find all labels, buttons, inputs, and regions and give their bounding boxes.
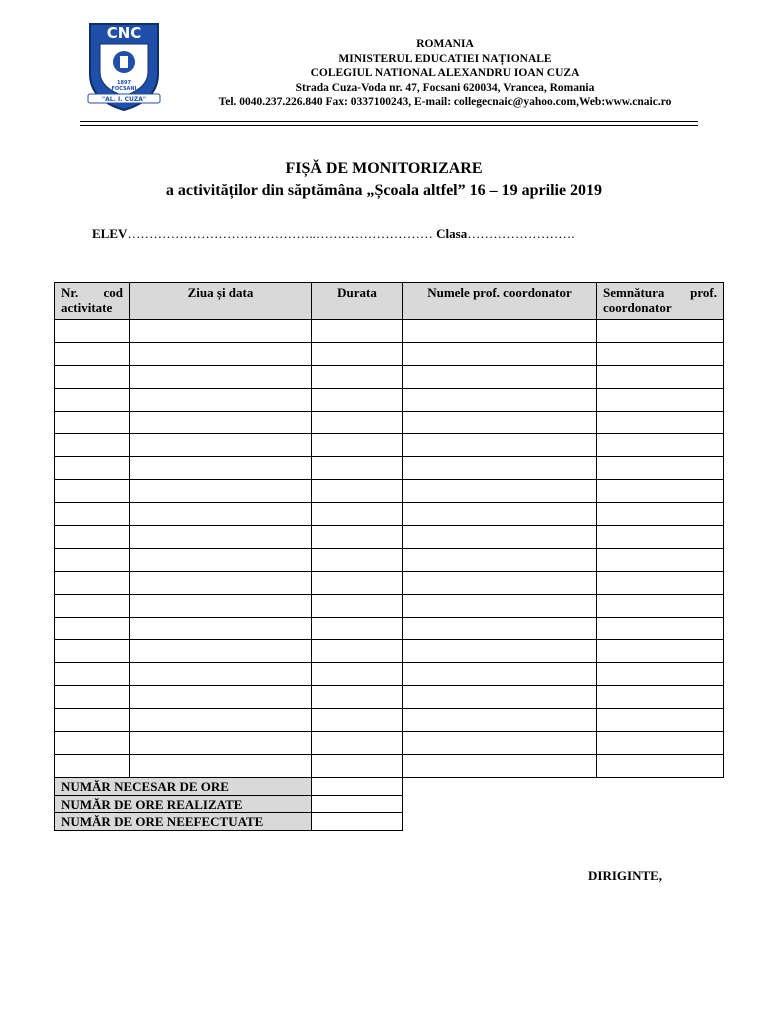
header-coordinator-signature: Semnătura prof. coordonator (597, 283, 724, 320)
table-cell[interactable] (312, 709, 403, 732)
table-cell[interactable] (55, 732, 130, 755)
table-cell[interactable] (55, 342, 130, 365)
table-cell[interactable] (403, 709, 597, 732)
table-cell[interactable] (130, 617, 312, 640)
table-row (55, 411, 724, 434)
table-cell[interactable] (130, 732, 312, 755)
table-cell[interactable] (597, 571, 724, 594)
header-day-date: Ziua și data (130, 283, 312, 320)
table-cell[interactable] (403, 754, 597, 777)
table-row (55, 795, 403, 813)
table-cell[interactable] (55, 388, 130, 411)
table-cell[interactable] (597, 342, 724, 365)
table-cell[interactable] (130, 526, 312, 549)
student-line (92, 226, 574, 242)
table-cell[interactable] (130, 365, 312, 388)
table-row (55, 663, 724, 686)
summary-required-hours-value[interactable] (312, 778, 403, 796)
table-cell[interactable] (403, 594, 597, 617)
table-cell[interactable] (597, 411, 724, 434)
table-cell[interactable] (130, 640, 312, 663)
table-cell[interactable] (130, 663, 312, 686)
table-cell[interactable] (130, 342, 312, 365)
clasa-label: Clasa (436, 226, 468, 241)
document-subtitle: a activităților din săptămâna „Școala altfel” 16 – 19 aprilie 2019 (165, 182, 603, 199)
table-cell[interactable] (312, 388, 403, 411)
table-cell[interactable] (403, 686, 597, 709)
table-cell[interactable] (312, 686, 403, 709)
table-cell[interactable] (312, 480, 403, 503)
table-row (55, 617, 724, 640)
table-row (55, 548, 724, 571)
table-row (55, 503, 724, 526)
table-cell[interactable] (312, 640, 403, 663)
table-cell[interactable] (403, 434, 597, 457)
table-cell[interactable] (597, 503, 724, 526)
table-cell[interactable] (597, 686, 724, 709)
table-cell[interactable] (403, 571, 597, 594)
table-row (55, 640, 724, 663)
table-cell[interactable] (55, 457, 130, 480)
table-row (55, 813, 403, 831)
table-cell[interactable] (130, 457, 312, 480)
school-crest-logo (86, 20, 162, 112)
table-cell[interactable] (55, 434, 130, 457)
table-cell[interactable] (312, 594, 403, 617)
header-activity-code: Nr. cod activitate (55, 283, 130, 320)
document-title: FIȘĂ DE MONITORIZARE (285, 160, 483, 177)
table-cell[interactable] (403, 548, 597, 571)
table-cell[interactable] (597, 709, 724, 732)
table-cell[interactable] (55, 411, 130, 434)
table-cell[interactable] (130, 503, 312, 526)
table-cell[interactable] (312, 732, 403, 755)
table-cell[interactable] (403, 320, 597, 343)
table-cell[interactable] (55, 480, 130, 503)
table-cell[interactable] (403, 457, 597, 480)
table-cell[interactable] (312, 320, 403, 343)
table-cell[interactable] (597, 732, 724, 755)
table-cell[interactable] (597, 663, 724, 686)
table-cell[interactable] (130, 411, 312, 434)
table-cell[interactable] (312, 617, 403, 640)
table-row (55, 457, 724, 480)
table-cell[interactable] (130, 709, 312, 732)
summary-completed-hours-label: NUMĂR DE ORE REALIZATE (55, 795, 312, 813)
table-cell[interactable] (597, 320, 724, 343)
table-cell[interactable] (597, 480, 724, 503)
table-row (55, 526, 724, 549)
activity-table (54, 282, 724, 778)
table-row (55, 480, 724, 503)
elev-label: ELEV (92, 226, 128, 241)
logo-year: 1897 (117, 80, 131, 86)
elev-fill-line[interactable]: ……………………………………..……………………… (127, 226, 433, 241)
table-cell[interactable] (403, 617, 597, 640)
table-cell[interactable] (403, 663, 597, 686)
table-cell[interactable] (55, 617, 130, 640)
table-row (55, 434, 724, 457)
table-cell[interactable] (55, 571, 130, 594)
table-cell[interactable] (55, 594, 130, 617)
table-cell[interactable] (403, 732, 597, 755)
table-cell[interactable] (55, 503, 130, 526)
table-cell[interactable] (130, 388, 312, 411)
table-cell[interactable] (312, 365, 403, 388)
table-row (55, 388, 724, 411)
table-cell[interactable] (130, 754, 312, 777)
header-country: ROMANIA (416, 38, 474, 50)
table-cell[interactable] (55, 548, 130, 571)
table-cell[interactable] (55, 365, 130, 388)
table-cell[interactable] (55, 663, 130, 686)
table-cell[interactable] (403, 526, 597, 549)
table-row (55, 320, 724, 343)
table-cell[interactable] (312, 754, 403, 777)
header-school-name: COLEGIUL NATIONAL ALEXANDRU IOAN CUZA (310, 67, 580, 79)
table-cell[interactable] (55, 686, 130, 709)
summary-required-hours-label: NUMĂR NECESAR DE ORE (55, 778, 312, 796)
table-cell[interactable] (312, 663, 403, 686)
table-cell[interactable] (597, 754, 724, 777)
table-cell[interactable] (55, 526, 130, 549)
summary-missed-hours-label: NUMĂR DE ORE NEEFECTUATE (55, 813, 312, 831)
table-cell[interactable] (312, 571, 403, 594)
clasa-fill-line[interactable]: ……………………. (467, 226, 575, 241)
table-cell[interactable] (312, 503, 403, 526)
header-divider-thick (80, 121, 698, 122)
header-duration: Durata (312, 283, 403, 320)
table-cell[interactable] (130, 594, 312, 617)
table-row (55, 778, 403, 796)
table-cell[interactable] (403, 342, 597, 365)
table-cell[interactable] (55, 754, 130, 777)
table-cell[interactable] (403, 480, 597, 503)
header-ministry: MINISTERUL EDUCATIEI NAȚIONALE (338, 52, 552, 65)
table-cell[interactable] (597, 617, 724, 640)
table-cell[interactable] (312, 457, 403, 480)
table-cell[interactable] (312, 434, 403, 457)
logo-city: FOCSANI (111, 86, 137, 92)
summary-missed-hours-value[interactable] (312, 813, 403, 831)
table-cell[interactable] (130, 480, 312, 503)
table-cell[interactable] (312, 411, 403, 434)
table-cell[interactable] (312, 342, 403, 365)
table-row (55, 594, 724, 617)
table-cell[interactable] (597, 548, 724, 571)
table-cell[interactable] (597, 457, 724, 480)
logo-banner: "AL. I. CUZA" (102, 96, 146, 103)
table-row (55, 571, 724, 594)
table-cell[interactable] (403, 411, 597, 434)
summary-completed-hours-value[interactable] (312, 795, 403, 813)
table-cell[interactable] (130, 571, 312, 594)
table-cell[interactable] (403, 503, 597, 526)
table-cell[interactable] (55, 640, 130, 663)
table-cell[interactable] (55, 320, 130, 343)
table-cell[interactable] (130, 548, 312, 571)
header-address: Strada Cuza-Voda nr. 47, Focsani 620034, Vrancea, Romania (295, 81, 595, 94)
table-cell[interactable] (597, 434, 724, 457)
table-cell[interactable] (597, 526, 724, 549)
table-cell[interactable] (597, 594, 724, 617)
table-cell[interactable] (597, 388, 724, 411)
header-coordinator-name: Numele prof. coordonator (403, 283, 597, 320)
table-header-row (55, 283, 724, 320)
table-cell[interactable] (597, 365, 724, 388)
table-cell[interactable] (403, 365, 597, 388)
table-cell[interactable] (403, 640, 597, 663)
table-cell[interactable] (55, 709, 130, 732)
header-contact: Tel. 0040.237.226.840 Fax: 0337100243, E-mail: collegecnaic@yahoo.com,Web:www.cnaic.ro (218, 96, 672, 108)
table-row (55, 732, 724, 755)
table-row (55, 709, 724, 732)
table-cell[interactable] (403, 388, 597, 411)
table-cell[interactable] (130, 686, 312, 709)
logo-text: CNC (106, 24, 142, 42)
hours-summary-table (54, 777, 403, 831)
header-divider-thin (80, 125, 698, 126)
table-cell[interactable] (130, 434, 312, 457)
table-cell[interactable] (597, 640, 724, 663)
table-row (55, 686, 724, 709)
table-cell[interactable] (312, 548, 403, 571)
table-cell[interactable] (312, 526, 403, 549)
table-cell[interactable] (130, 320, 312, 343)
table-row (55, 365, 724, 388)
table-row (55, 342, 724, 365)
institution-header (180, 37, 710, 110)
table-row (55, 754, 724, 777)
homeroom-teacher-signature-label: DIRIGINTE, (588, 868, 663, 883)
